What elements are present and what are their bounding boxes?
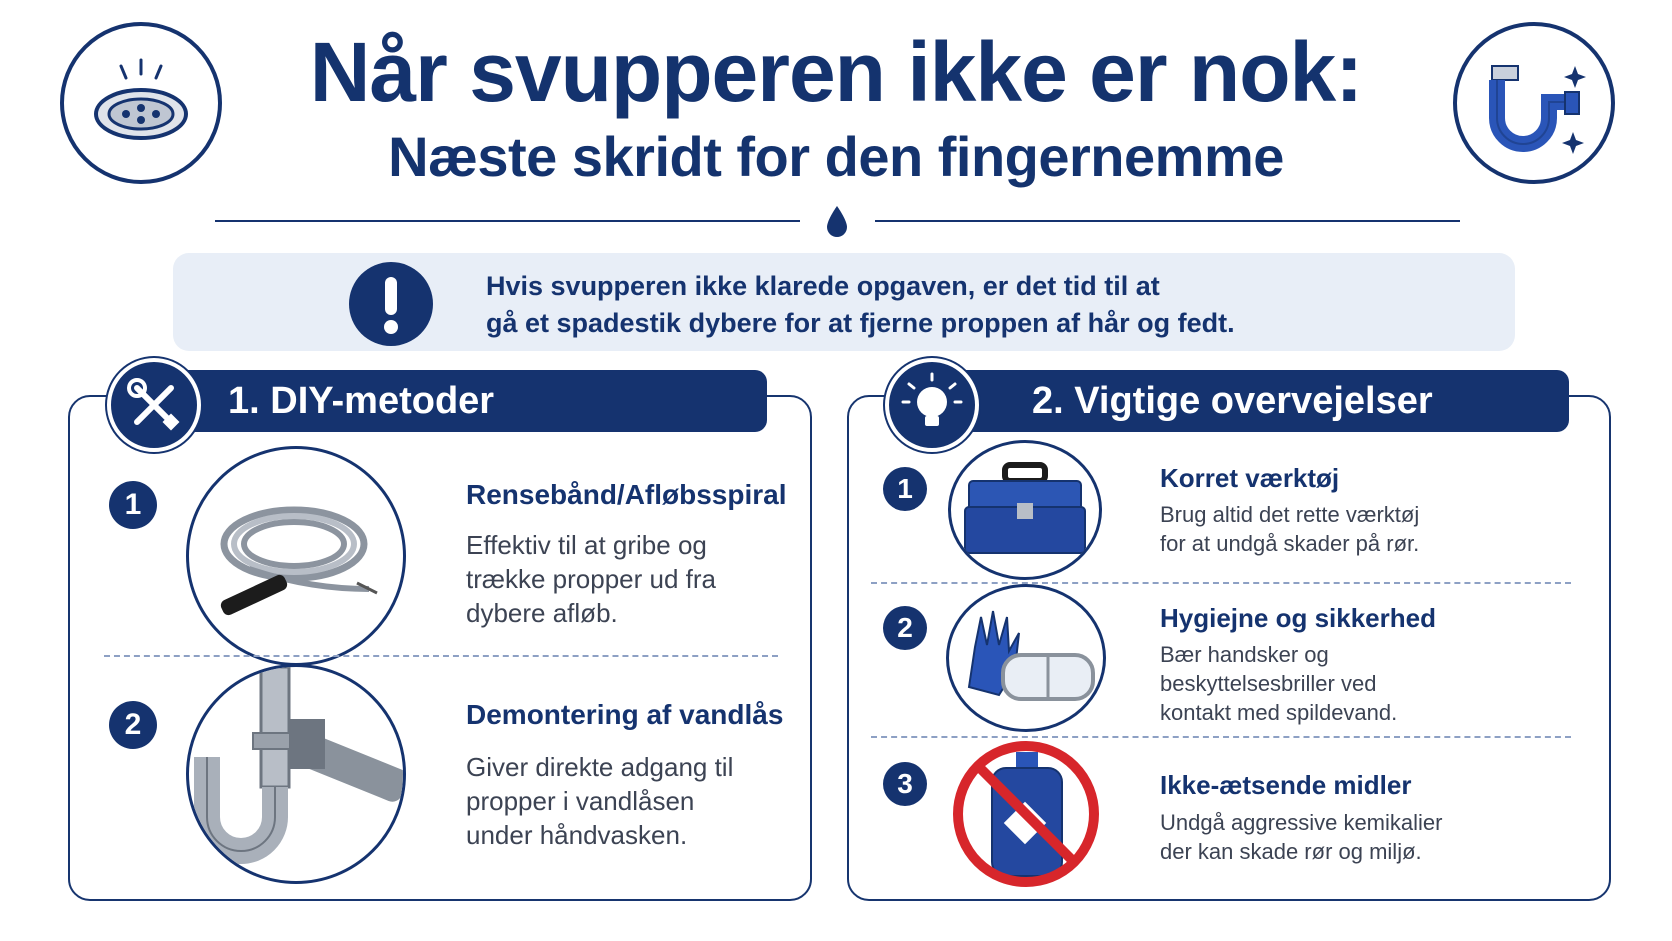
item-heading: Ikke-ætsende midler [1160, 770, 1412, 800]
considerations-title: 2. Vigtige overvejelser [1032, 380, 1433, 422]
item-heading: Hygiejne og sikkerhed [1160, 603, 1436, 633]
alert-text [486, 268, 1366, 342]
description-line: Brug altid det rette værktøj [1160, 502, 1420, 527]
divider-right [875, 220, 1460, 222]
description-line: beskyttelsesbriller ved [1160, 671, 1377, 696]
pipe-wrench-icon [186, 664, 406, 884]
description-line: Giver direkte adgang til [466, 752, 734, 782]
divider-left [215, 220, 800, 222]
item-heading: Demontering af vandlås [466, 699, 784, 730]
toolbox-icon [948, 440, 1102, 580]
item-description [466, 750, 733, 852]
step-number: 3 [883, 762, 927, 806]
description-line: Bær handsker og [1160, 642, 1329, 667]
description-line: under håndvasken. [466, 820, 688, 850]
description-line: Undgå aggressive kemikalier [1160, 810, 1443, 835]
item-description [1160, 808, 1442, 866]
step-number: 2 [109, 701, 157, 749]
item-divider [104, 655, 778, 657]
diy-methods-title: 1. DIY-metoder [228, 380, 495, 422]
item-heading: Korret værktøj [1160, 463, 1340, 493]
gloves-goggles-icon [946, 584, 1106, 732]
description-line: kontakt med spildevand. [1160, 700, 1398, 725]
item-divider [871, 582, 1571, 584]
alert-line: gå et spadestik dybere for at fjerne proppen af hår og fedt. [486, 308, 1235, 338]
drain-snake-icon [186, 446, 406, 666]
alert-line: Hvis svupperen ikke klarede opgaven, er det tid til at [486, 271, 1160, 301]
description-line: propper i vandlåsen [466, 786, 695, 816]
item-description [466, 528, 716, 630]
page-subtitle: Næste skridt for den fingernemme [388, 125, 1284, 188]
item-description [1160, 640, 1397, 727]
water-drop-icon [824, 204, 850, 240]
lightbulb-icon [885, 358, 979, 452]
step-number: 1 [883, 467, 927, 511]
exclamation-icon [348, 261, 434, 347]
description-line: der kan skade rør og miljø. [1160, 839, 1422, 864]
step-number: 1 [109, 481, 157, 529]
description-line: trække propper ud fra [466, 564, 717, 594]
step-number: 2 [883, 606, 927, 650]
item-description [1160, 500, 1419, 558]
page-title: Når svupperen ikke er nok: [309, 25, 1363, 119]
wrench-screwdriver-icon [107, 358, 201, 452]
no-chemicals-icon [948, 736, 1104, 892]
item-heading: Rensebånd/Afløbsspiral [466, 479, 787, 510]
description-line: for at undgå skader på rør. [1160, 531, 1420, 556]
description-line: Effektiv til at gribe og [466, 530, 707, 560]
description-line: dybere afløb. [466, 598, 618, 628]
